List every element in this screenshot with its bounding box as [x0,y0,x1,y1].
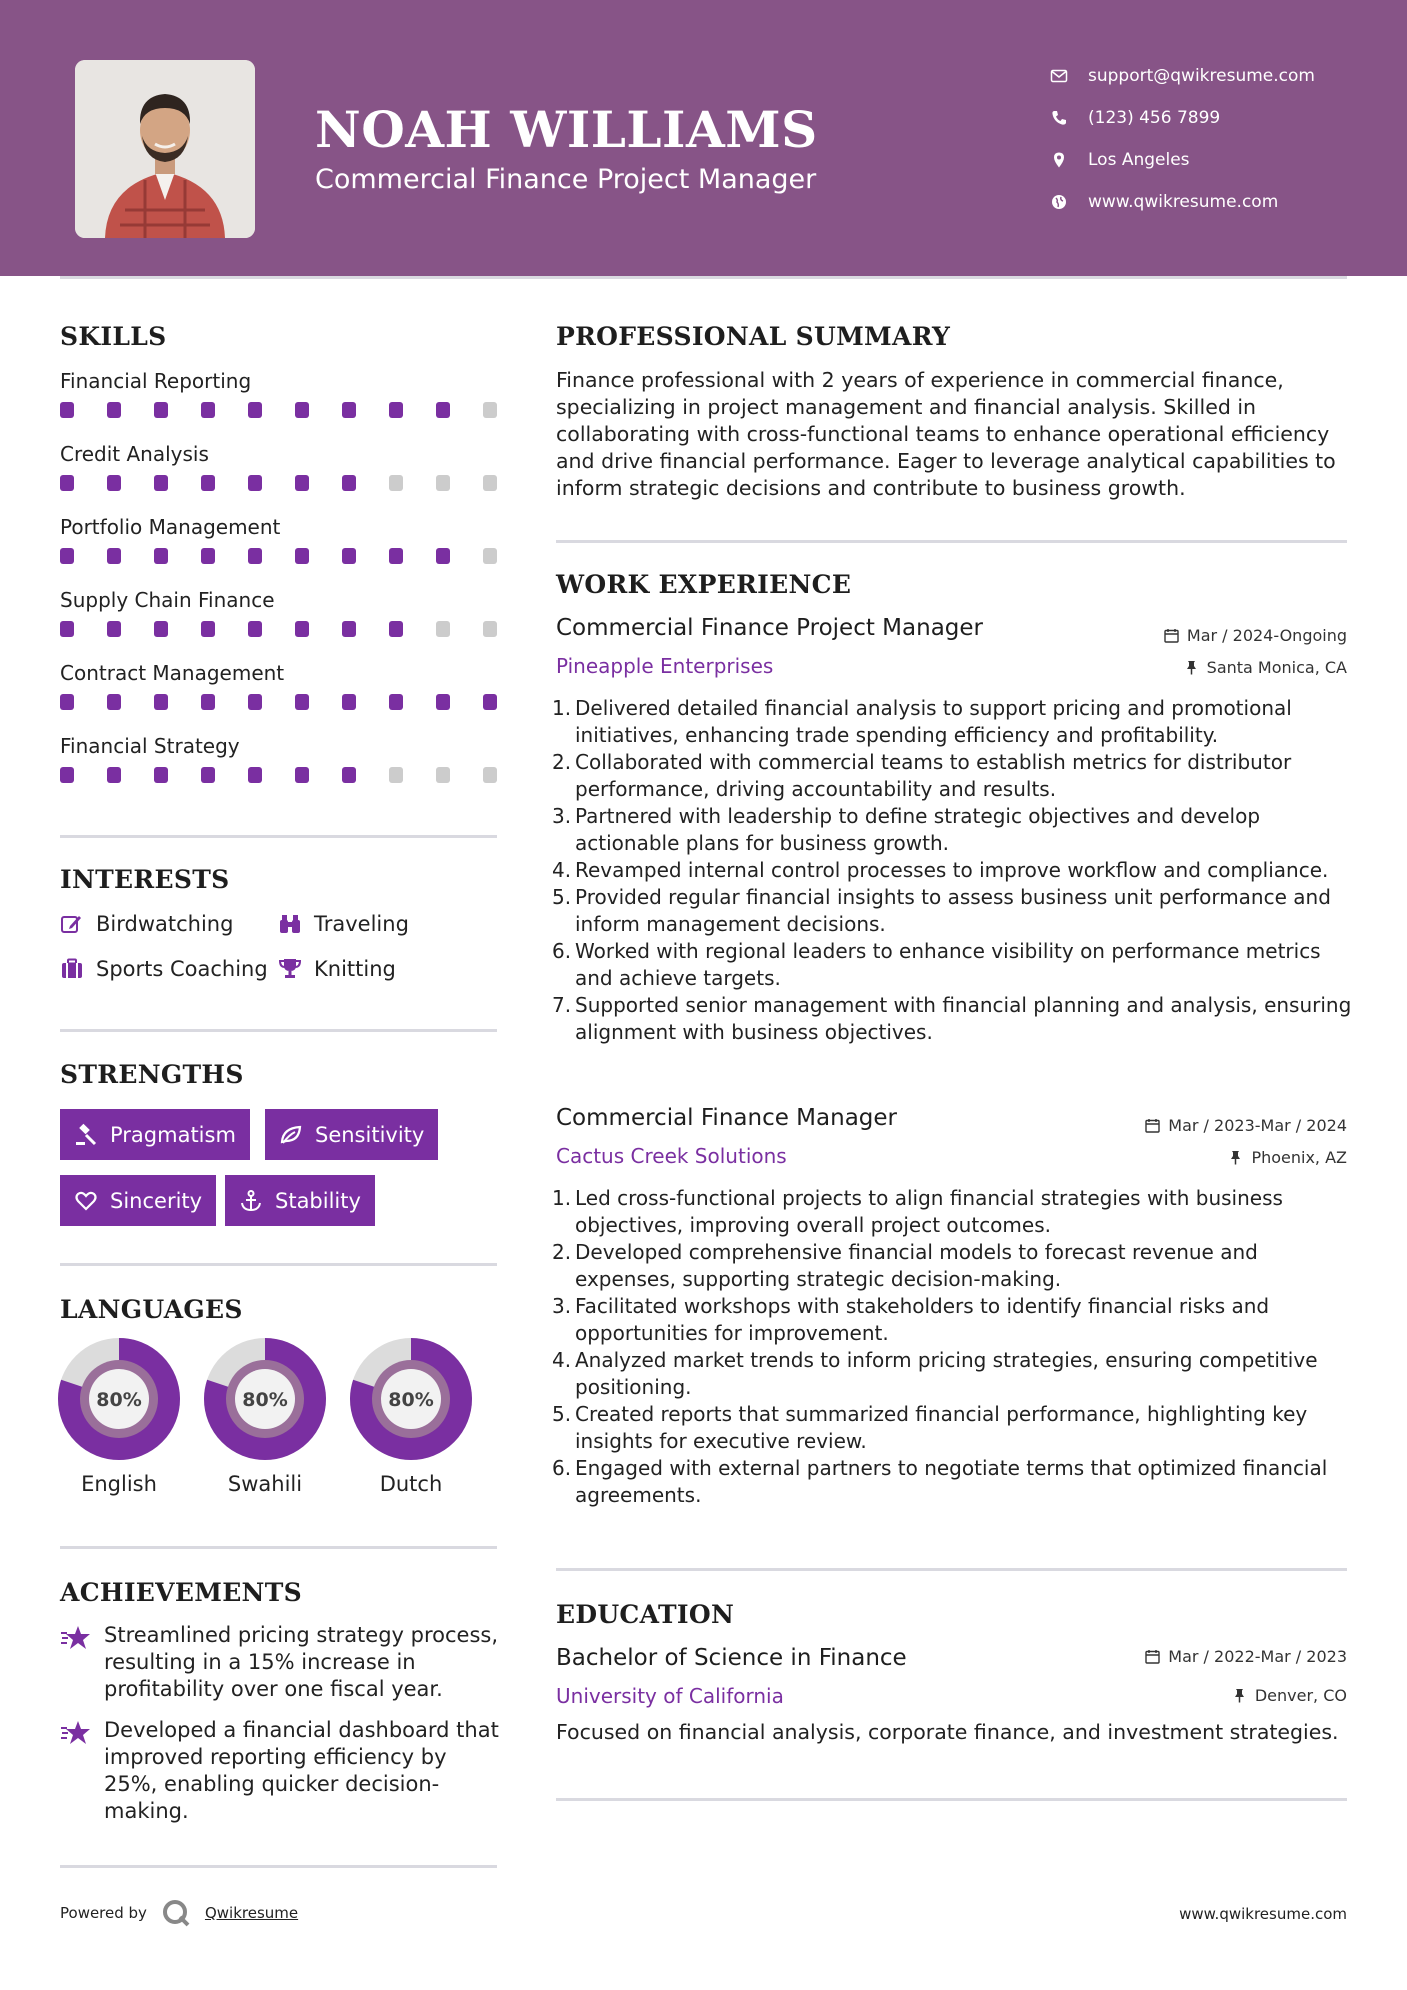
skill-dot [154,694,168,710]
language-name: Swahili [227,1472,303,1496]
strengths-divider [60,1263,497,1266]
gavel-icon [74,1123,98,1147]
education-divider [556,1798,1347,1801]
achievements-divider [60,1865,497,1868]
bullet-number: 1. [552,696,572,720]
skill-dot [436,548,450,564]
skill-dot [295,402,309,418]
job-bullet [552,938,1356,992]
strength-label: Pragmatism [110,1122,236,1147]
achievement-item [60,1717,500,1825]
leaf-icon [279,1123,303,1147]
bullet-text: Developed comprehensive financial models to forecast revenue and expenses, supporting strategic decision-making. [575,1240,1258,1291]
job-location [1228,1148,1347,1167]
bullet-number: 2. [552,750,572,774]
header-divider [60,276,1347,279]
calendar-icon [1145,1118,1160,1133]
skill-rating [60,475,497,491]
bullet-text: Provided regular financial insights to assess business unit performance and inform management decisions. [575,885,1331,936]
bullet-text: Supported senior management with financial planning and analysis, ensuring alignment with business objectives. [575,993,1352,1044]
skill-dot [295,548,309,564]
interests-divider [60,1029,497,1032]
bullet-number: 3. [552,804,572,828]
skill-dot [342,767,356,783]
job-date [1145,1116,1347,1135]
strength-tag [60,1109,250,1160]
skills-title: SKILLS [60,322,167,351]
skill-item [60,512,500,564]
skill-dot [342,621,356,637]
bullet-number: 6. [552,1456,572,1480]
contact-email-text: support@qwikresume.com [1088,66,1315,86]
skill-dot [201,767,215,783]
job-bullet [552,1293,1356,1347]
bullet-text: Engaged with external partners to negotiate terms that optimized financial agreements. [575,1456,1328,1507]
skill-item [60,366,500,418]
education-date [1145,1647,1347,1666]
phone-icon [1050,109,1068,127]
skill-dot [248,475,262,491]
skill-rating [60,694,497,710]
skill-dot [295,694,309,710]
skill-dot [342,694,356,710]
job-company: Cactus Creek Solutions [556,1144,787,1168]
skill-dot [483,767,497,783]
summary-divider [556,540,1347,543]
strength-label: Stability [275,1188,361,1213]
achievements-title: ACHIEVEMENTS [60,1578,302,1607]
skill-item [60,658,500,710]
language-percent: 80% [388,1389,434,1411]
skill-dot [389,548,403,564]
strengths-title: STRENGTHS [60,1060,244,1089]
education-title: EDUCATION [556,1600,735,1629]
education-location [1232,1686,1347,1705]
language-name: Dutch [379,1472,443,1496]
job-bullet [552,803,1356,857]
bullet-number: 1. [552,1186,572,1210]
strength-tag [60,1175,216,1226]
contact-email[interactable] [1050,55,1315,97]
skill-dot [389,694,403,710]
experience-title: WORK EXPERIENCE [556,570,852,599]
interest-label: Traveling [314,912,409,936]
education-description: Focused on financial analysis, corporate finance, and investment strategies. [556,1720,1339,1744]
bullet-number: 4. [552,858,572,882]
interest-label: Knitting [314,957,396,981]
footer-powered [60,1898,298,1928]
language-item [350,1338,472,1496]
globe-icon [1050,193,1068,211]
skill-dot [248,402,262,418]
skill-dot [483,621,497,637]
skill-dot [436,475,450,491]
skill-dot [483,548,497,564]
qwikresume-logo-icon [161,1898,191,1928]
skill-name: Credit Analysis [60,442,209,466]
skill-rating [60,548,497,564]
skill-rating [60,767,497,783]
skill-dot [248,767,262,783]
skill-name: Financial Reporting [60,369,252,393]
job-location-text: Santa Monica, CA [1206,658,1347,677]
trophy-icon [278,957,302,981]
strength-tag [225,1175,375,1226]
language-ring [58,1338,180,1460]
interest-label: Birdwatching [96,912,234,936]
skill-rating [60,402,497,418]
skill-dot [201,402,215,418]
skill-dot [107,621,121,637]
bullet-number: 3. [552,1294,572,1318]
job-bullets [552,1185,1356,1509]
skill-rating [60,621,497,637]
skill-dot [295,767,309,783]
footer-website[interactable]: www.qwikresume.com [1179,1905,1347,1923]
job-bullet [552,749,1356,803]
skill-dot [60,621,74,637]
pushpin-icon [1232,1688,1247,1703]
skill-dot [295,475,309,491]
skill-dot [295,621,309,637]
bullet-text: Partnered with leadership to define strategic objectives and develop actionable plans for business growth. [575,804,1261,855]
strength-tag [265,1109,438,1160]
skill-dot [389,621,403,637]
skill-name: Contract Management [60,661,285,685]
skill-item [60,585,500,637]
job-bullet [552,1401,1356,1455]
education-school: University of California [556,1684,784,1708]
skill-dot [60,475,74,491]
skill-dot [389,475,403,491]
skill-dot [201,694,215,710]
job-location [1184,658,1347,677]
skill-dot [248,694,262,710]
job-bullet [552,695,1356,749]
skill-dot [342,475,356,491]
skill-dot [436,694,450,710]
achievement-item [60,1622,500,1703]
heart-icon [74,1189,98,1213]
language-ring [350,1338,472,1460]
bullet-text: Revamped internal control processes to improve workflow and compliance. [575,858,1329,882]
language-item [58,1338,180,1496]
job-date [1164,626,1347,645]
skill-dot [107,402,121,418]
job-bullet [552,1347,1356,1401]
skill-dot [389,402,403,418]
job-bullet [552,1455,1356,1509]
education-date-text: Mar / 2022-Mar / 2023 [1168,1647,1347,1666]
candidate-name: NOAH WILLIAMS [315,100,818,159]
skill-dot [436,767,450,783]
job-bullet [552,857,1356,884]
achievement-text: Streamlined pricing strategy process, resulting in a 15% increase in profitability over one fiscal year. [104,1623,499,1701]
job-date-text: Mar / 2024-Ongoing [1186,626,1347,645]
job-bullets [552,695,1356,1046]
job-company: Pineapple Enterprises [556,654,774,678]
skill-name: Financial Strategy [60,734,240,758]
education-degree: Bachelor of Science in Finance [556,1645,907,1671]
profile-photo [75,60,255,238]
bullet-number: 5. [552,1402,572,1426]
skill-name: Portfolio Management [60,515,281,539]
job-location-text: Phoenix, AZ [1251,1148,1347,1167]
bullet-text: Collaborated with commercial teams to establish metrics for distributor performance, driving accountability and results. [575,750,1292,801]
skill-dot [107,694,121,710]
bullet-text: Analyzed market trends to inform pricing strategies, ensuring competitive positioning. [575,1348,1318,1399]
calendar-icon [1164,628,1179,643]
envelope-icon [1050,67,1068,85]
bullet-text: Led cross-functional projects to align financial strategies with business objectives, improving overall project outcomes. [575,1186,1283,1237]
contact-website[interactable] [1050,181,1315,223]
bullet-text: Delivered detailed financial analysis to support pricing and promotional initiatives, enhancing trade spending efficiency and profitability. [575,696,1292,747]
job-bullet [552,992,1356,1046]
skill-dot [107,475,121,491]
pushpin-icon [1184,660,1199,675]
binoculars-icon [278,912,302,936]
anchor-icon [239,1189,263,1213]
job-bullet [552,1239,1356,1293]
contact-location-text: Los Angeles [1088,150,1190,170]
strength-label: Sensitivity [315,1122,425,1147]
achievement-text: Developed a financial dashboard that improved reporting efficiency by 25%, enabling quicker decision-making. [104,1718,499,1823]
bullet-text: Facilitated workshops with stakeholders to identify financial risks and opportunities for improvement. [575,1294,1270,1345]
candidate-role: Commercial Finance Project Manager [315,164,817,195]
skill-dot [201,475,215,491]
resume-header [0,0,1407,276]
skill-dot [342,548,356,564]
contact-phone[interactable] [1050,97,1315,139]
language-percent: 80% [242,1389,288,1411]
skill-item [60,439,500,491]
language-name: English [81,1472,157,1496]
pencil-square-icon [60,912,84,936]
briefcase-icon [60,957,84,981]
summary-text: Finance professional with 2 years of experience in commercial finance, specializing in project management and financial analysis. Skilled in collaborating with cross-functional teams to enhance operational efficiency and drive financial performance. Eager to leverage analytical capabilities to inform strategic decisions and contribute to business growth. [556,368,1336,500]
language-percent: 80% [96,1389,142,1411]
bullet-number: 4. [552,1348,572,1372]
skill-name: Supply Chain Finance [60,588,275,612]
bullet-number: 7. [552,993,572,1017]
skill-dot [248,548,262,564]
interests-title: INTERESTS [60,865,230,894]
bullet-text: Worked with regional leaders to enhance visibility on performance metrics and achieve targets. [575,939,1321,990]
education-location-text: Denver, CO [1254,1686,1347,1705]
powered-by-text: Powered by [60,1904,147,1922]
skills-divider [60,835,497,838]
job-bullet [552,884,1356,938]
footer-brand-link[interactable]: Qwikresume [204,1904,299,1922]
skill-dot [154,548,168,564]
skill-dot [107,548,121,564]
skill-dot [389,767,403,783]
skill-dot [342,402,356,418]
strength-label: Sincerity [110,1188,203,1213]
skill-dot [436,621,450,637]
skill-dot [154,621,168,637]
interest-item [60,912,233,936]
summary-title: PROFESSIONAL SUMMARY [556,322,951,351]
bullet-number: 2. [552,1240,572,1264]
skill-dot [483,402,497,418]
skill-dot [107,767,121,783]
job-date-text: Mar / 2023-Mar / 2024 [1168,1116,1347,1135]
languages-title: LANGUAGES [60,1295,243,1324]
skill-dot [201,621,215,637]
interest-item [278,912,409,936]
skill-item [60,731,500,783]
job-title: Commercial Finance Manager [556,1105,897,1131]
language-item [204,1338,326,1496]
skill-dot [483,475,497,491]
skill-dot [60,694,74,710]
job-bullet [552,1185,1356,1239]
skill-dot [483,694,497,710]
bullet-number: 5. [552,885,572,909]
languages-divider [60,1546,497,1549]
skill-dot [436,402,450,418]
skill-dot [248,621,262,637]
skill-dot [60,402,74,418]
contact-website-text: www.qwikresume.com [1088,192,1279,212]
bullet-text: Created reports that summarized financial performance, highlighting key insights for executive review. [575,1402,1308,1453]
bullet-number: 6. [552,939,572,963]
skill-dot [154,767,168,783]
star-badge-icon [60,1719,92,1747]
skill-dot [154,475,168,491]
map-pin-icon [1050,151,1068,169]
experience-divider [556,1568,1347,1571]
interest-item [278,957,396,981]
language-ring [204,1338,326,1460]
job-title: Commercial Finance Project Manager [556,615,983,641]
calendar-icon [1145,1649,1160,1664]
interest-item [60,957,268,981]
skill-dot [154,402,168,418]
interest-label: Sports Coaching [96,957,268,981]
contact-location [1050,139,1315,181]
contact-list [1050,55,1315,223]
skill-dot [201,548,215,564]
pushpin-icon [1228,1150,1243,1165]
skill-dot [60,548,74,564]
skill-dot [60,767,74,783]
star-badge-icon [60,1624,92,1652]
contact-phone-text: (123) 456 7899 [1088,108,1221,128]
